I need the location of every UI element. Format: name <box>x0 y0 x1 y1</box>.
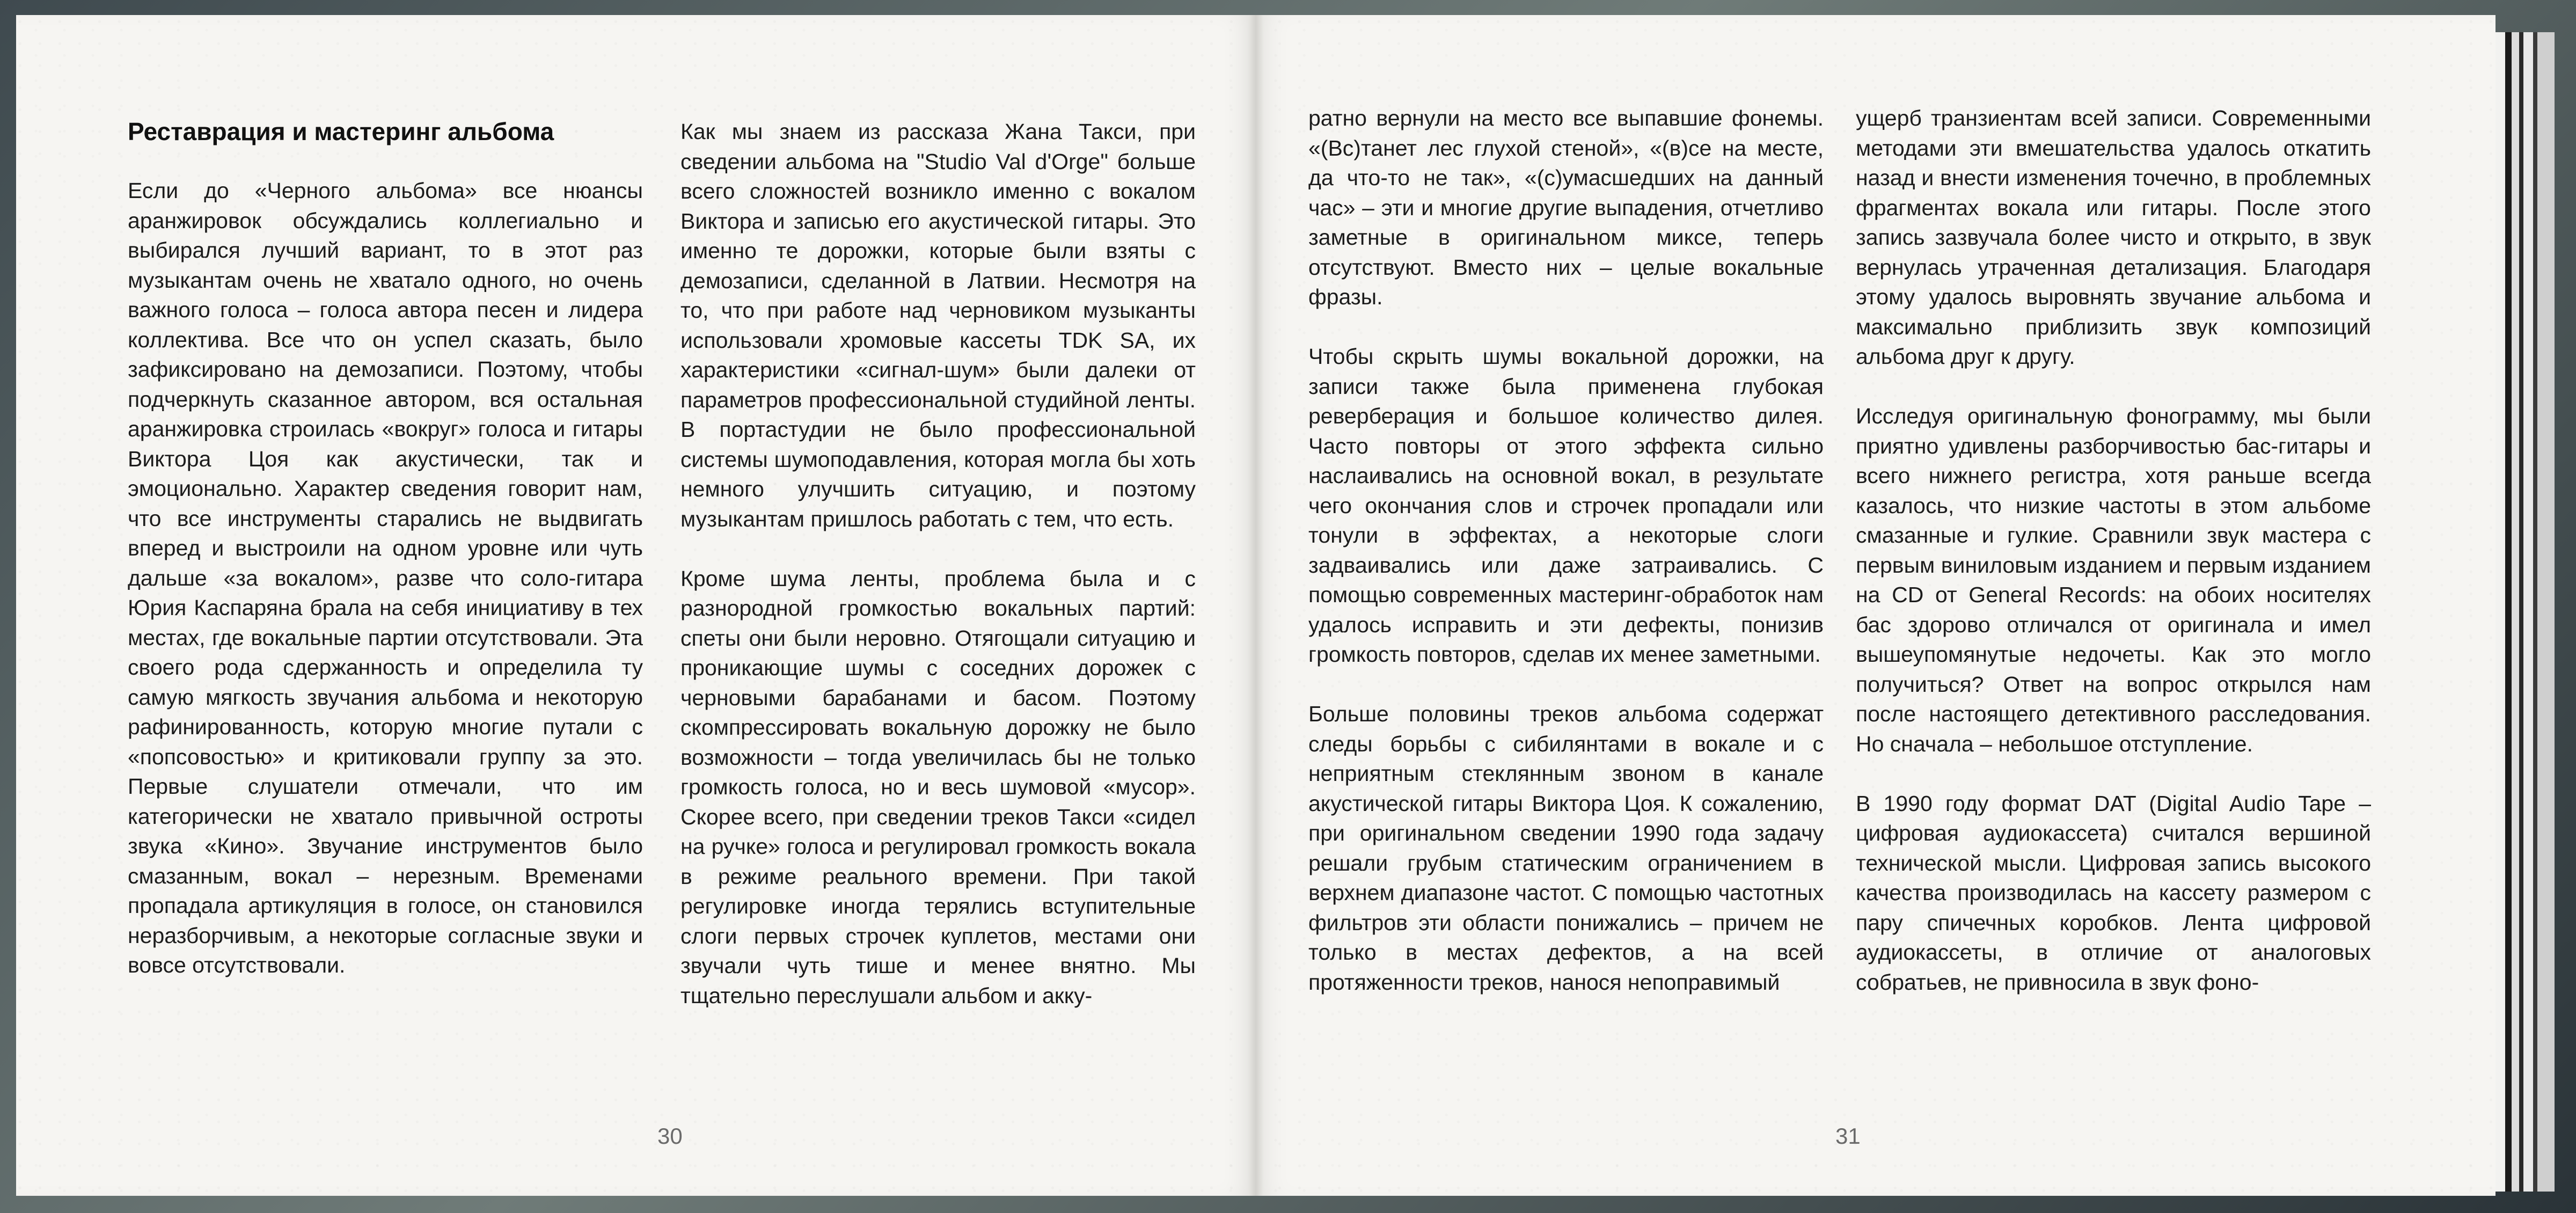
paragraph: Исследуя оригинальную фонограмму, мы были приятно удивлены разборчивостью бас-гитары и всего нижнего регистра, хотя раньше всегда казалось, что низкие частоты в этом альбоме смазанные и гулкие. Сравнили звук мастера с первым виниловым изданием и первым изданием на CD от General Records: на обоих носителях бас здорово отличался от оригинала и имел вышеупомянутые недочеты. Как это могло получиться? Ответ на вопрос открылся нам после настоящего детективного расследования. Но сначала – небольшое отступление. <box>1856 404 2371 756</box>
book-spread <box>16 15 2496 1196</box>
paragraph: Как мы знаем из рассказа Жана Такси, при сведении альбома на "Studio Val d'Orge" больше всего сложностей возникло именно с вокалом Виктора и записью его акустической гитары. Это именно те дорожки, которые были взяты с демозаписи, сделанной в Латвии. Несмотря на то, что при работе над черновиком музыканты использовали хромовые кассеты TDK SA, их характеристики «сигнал-шум» были далеки от параметров профессиональной студийной ленты. В портастудии не было профессиональной системы шумоподавления, которая могла бы хоть немного улучшить ситуацию, и поэтому музыкантам пришлось работать с тем, что есть. <box>680 119 1196 531</box>
paragraph: ущерб транзиентам всей записи. Современными методами эти вмешательства удалось откатить назад и внести изменения точечно, в проблемных фрагментах вокала или гитары. После этого запись зазвучала более чисто и открыто, в звук вернулась утраченная детализация. Благодаря этому удалось выровнять звучание альбома и максимально приблизить звук композиций альбома друг к другу. <box>1856 106 2371 369</box>
paragraph: Чтобы скрыть шумы вокальной дорожки, на записи также была применена глубокая реверберация и большое количество дилея. Часто повторы от этого эффекта сильно наслаивались на основной вокал, в результате чего окончания слов и строчек пропадали или тонули в эффектах, а некоторые слоги задваивались или даже затраивались. С помощью современных мастеринг-обработок нам удалось исправить и эти дефекты, понизив громкость повторов, сделав их менее заметными. <box>1308 344 1824 667</box>
paragraph: Если до «Черного альбома» все нюансы аранжировок обсуждались коллегиально и выбирался лучший вариант, то в этот раз музыкантам очень не хватало одного, но очень важного голоса – голоса автора песен и лидера коллектива. Все что он успел сказать, было зафиксировано на демозаписи. Поэтому, чтобы подчеркнуть сказанное автором, вся остальная аранжировка строилась «вокруг» голоса и гитары Виктора Цоя как акустически, так и эмоционально. Характер сведения говорит нам, что все инструменты старались не выдвигать вперед и выстроили на одном уровне или чуть дальше «за вокалом», разве что соло-гитара Юрия Каспаряна брала на себя инициативу в тех местах, где вокальные партии отсутствовали. Эта своего рода сдержанность и определила ту самую мягкость звучания альбома и некоторую рафинированность, которую многие путали с «попсовостью» и критиковали группу за это. Первые слушатели отмечали, что им категорически не хватало привычной остроты звука «Кино». Звучание инструментов было смазанным, вокал – нерезным. Временами пропадала артикуляция в голосе, он становился неразборчивым, а некоторые согласные звуки и вовсе отсутствовали. <box>128 178 643 977</box>
paragraph: Больше половины треков альбома содержат следы борьбы с сибилянтами в вокале и с неприятным стеклянным звоном в канале акустической гитары Виктора Цоя. К сожалению, при оригинальном сведении 1990 года задачу решали грубым статическим ограничением в верхнем диапазоне частот. С помощью частотных фильтров эти области понижались – причем не только в местах дефектов, а на всей протяженности треков, нанося непоправимый <box>1308 702 1824 995</box>
left-page-column-2 <box>680 117 1196 1011</box>
page-number-right: 31 <box>1835 1123 1861 1149</box>
booklet-edge <box>2496 32 2555 1192</box>
right-page-column-2 <box>1856 104 2371 997</box>
paragraph: В 1990 году формат DAT (Digital Audio Tape – цифровая аудиокассета) считался вершиной технической мысли. Цифровая запись высокого качества производилась на кассету размером с пару спичечных коробков. Лента цифровой аудиокассеты, в отличие от аналоговых собратьев, не привносила в звук фоно- <box>1856 791 2371 995</box>
right-page-column-1 <box>1308 104 1824 997</box>
section-heading: Реставрация и мастеринг альбома <box>128 118 554 145</box>
right-page <box>1256 15 2496 1196</box>
left-page-column-1 <box>128 117 643 981</box>
paragraph: ратно вернули на место все выпавшие фонемы. «(Вс)танет лес глухой стеной», «(в)се на месте, да что-то не так», «(с)умасшедших на данный час» – эти и многие другие выпадения, отчетливо заметные в оригинальном миксе, теперь отсутствуют. Вместо них – целые вокальные фразы. <box>1308 106 1824 309</box>
paragraph: Кроме шума ленты, проблема была и с разнородной громкостью вокальных партий: спеты они были неровно. Отягощали ситуацию и проникающие шумы с соседних дорожек с черновыми барабанами и басом. Поэтому скомпрессировать вокальную дорожку не было возможности – тогда увеличилась бы не только громкость голоса, но и весь шумовой «мусор». Скорее всего, при сведении треков Такси «сидел на ручке» голоса и регулировал громкость вокала в режиме реального времени. При такой регулировке иногда терялись вступительные слоги первых строчек куплетов, местами они звучали чуть тише и менее внятно. Мы тщательно переслушали альбом и акку- <box>680 566 1196 1008</box>
book-gutter <box>1248 15 1263 1196</box>
left-page <box>16 15 1256 1196</box>
page-number-left: 30 <box>657 1123 683 1149</box>
